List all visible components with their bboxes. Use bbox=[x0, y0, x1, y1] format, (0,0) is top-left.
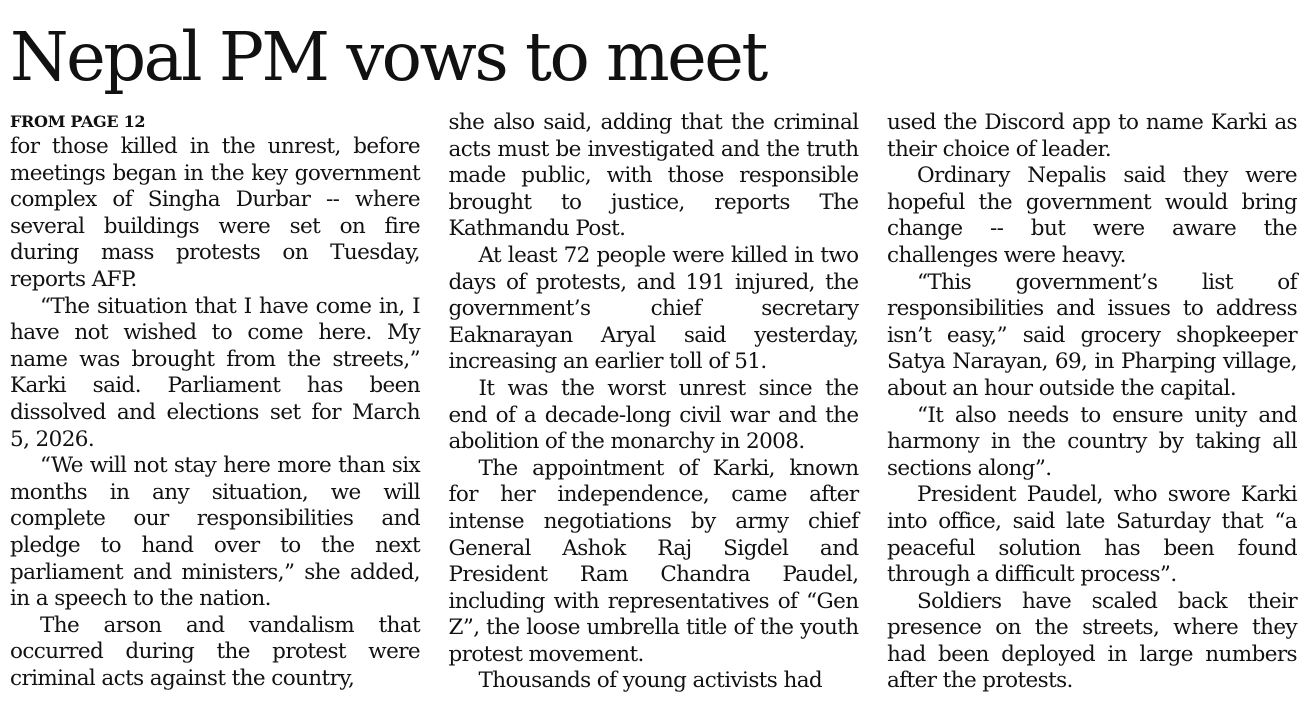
paragraph: Ordinary Nepalis said they were hopeful the government would bring change -- but were aware the challenges were heavy. bbox=[887, 163, 1297, 268]
paragraph: she also said, adding that the criminal acts must be investigated and the truth made public, with those responsible brought to justice, reports The Kathmandu Post. bbox=[448, 110, 859, 242]
paragraph: for those killed in the unrest, before meetings began in the key government complex of Singha Durbar -- where several buildings were set on fire during mass protests on Tuesday, reports AFP. bbox=[10, 134, 420, 292]
paragraph: Thousands of young activists had bbox=[478, 668, 823, 694]
paragraph: used the Discord app to name Karki as their choice of leader. bbox=[887, 110, 1297, 162]
article-body bbox=[10, 110, 1297, 710]
paragraph: “It also needs to ensure unity and harmony in the country by taking all sections along”. bbox=[887, 402, 1297, 481]
paragraph: At least 72 people were killed in two days of protests, and 191 injured, the government’s chief secretary Eaknarayan Aryal said yesterday, increasing an earlier toll of 51. bbox=[448, 242, 859, 375]
paragraph: “We will not stay here more than six months in any situation, we will complete our responsibilities and pledge to hand over to the next parliament and ministers,” she added, in a speech to the nation. bbox=[10, 453, 420, 612]
paragraph: “The situation that I have come in, I have not wished to come here. My name was brought from the streets,” Karki said. Parliament has been dissolved and elections set for March 5, 2026. bbox=[10, 293, 420, 452]
article-column-2 bbox=[449, 110, 859, 710]
article-column-3 bbox=[887, 110, 1297, 710]
article-column-1 bbox=[10, 110, 420, 710]
paragraph: The appointment of Karki, known for her independence, came after intense negotiations by army chief General Ashok Raj Sigdel and President Ram Chandra Paudel, including with representatives of “Gen Z”, the loose umbrella title of the youth protest movement. bbox=[448, 455, 859, 667]
paragraph: President Paudel, who swore Karki into office, said late Saturday that “a peaceful solution has been found through a difficult process”. bbox=[887, 482, 1297, 588]
paragraph: Soldiers have scaled back their presence on the streets, where they had been deployed in large numbers after the protests. bbox=[887, 588, 1297, 694]
continued-from-label: FROM PAGE 12 bbox=[10, 112, 146, 131]
headline: Nepal PM vows to meet bbox=[10, 18, 766, 96]
paragraph: “This government’s list of responsibilities and issues to address isn’t easy,” said grocery shopkeeper Satya Narayan, 69, in Pharping village, about an hour outside the capital. bbox=[887, 269, 1297, 401]
paragraph: The arson and vandalism that occurred during the protest were criminal acts against the country, bbox=[10, 612, 420, 691]
paragraph: It was the worst unrest since the end of a decade-long civil war and the abolition of the monarchy in 2008. bbox=[448, 375, 859, 455]
